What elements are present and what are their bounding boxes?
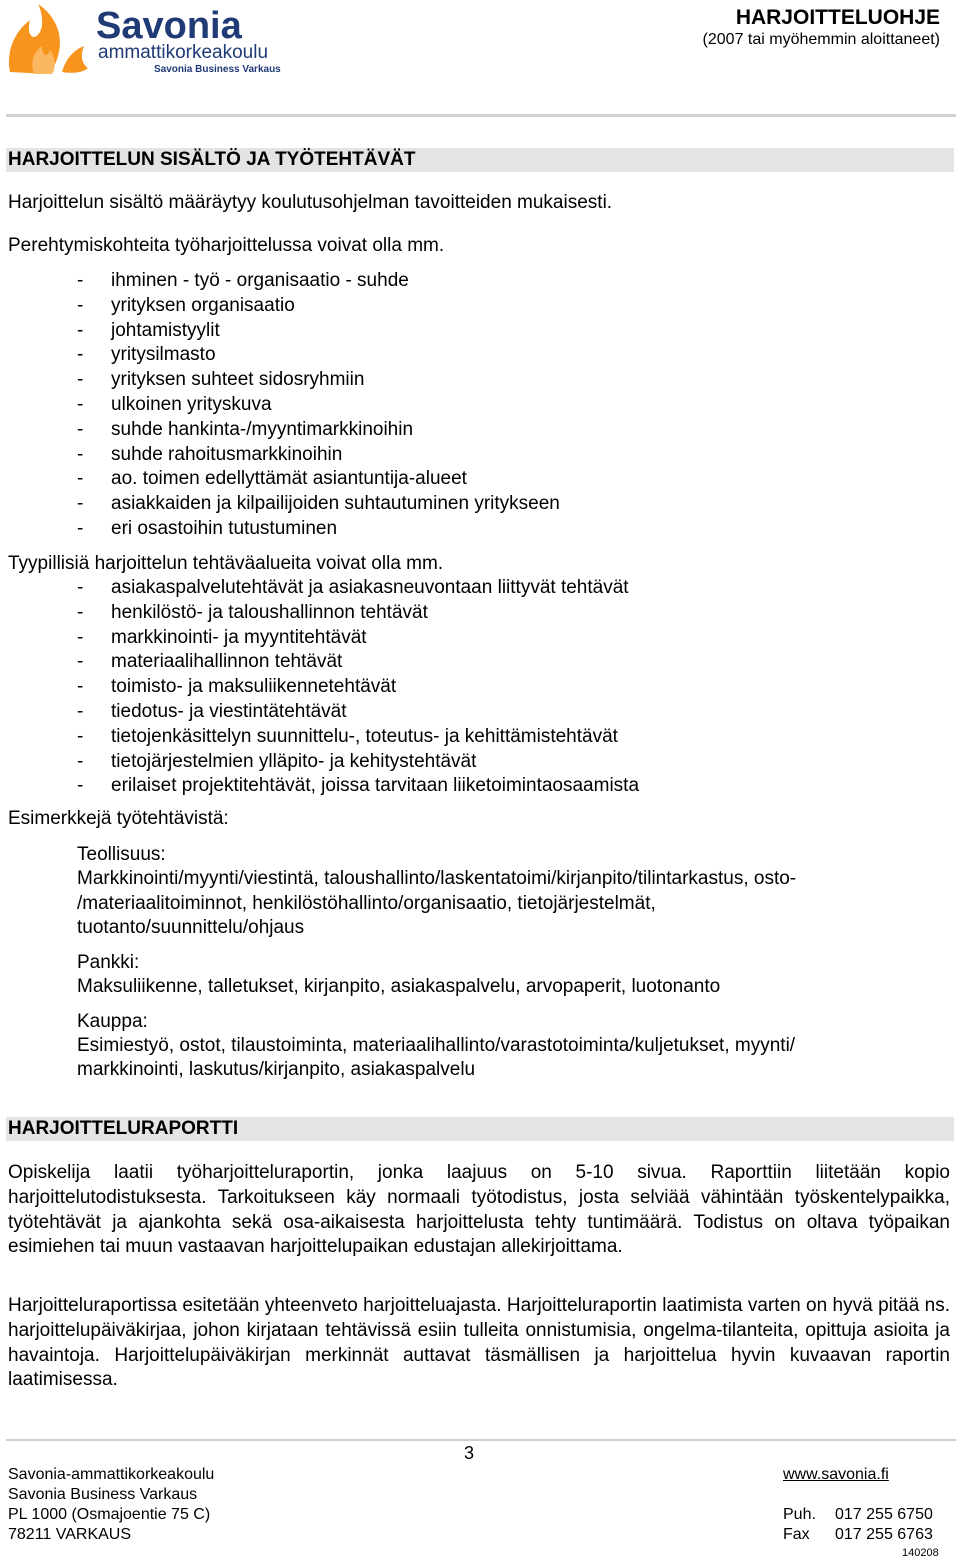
phone-label: Puh. <box>783 1506 816 1523</box>
list-item: - markkinointi- ja myyntitehtävät <box>77 626 367 648</box>
list-item: - ao. toimen edellyttämät asiantuntija-alueet <box>77 468 467 490</box>
intro-paragraph: Harjoittelun sisältö määräytyy koulutusohjelman tavoitteiden mukaisesti. <box>8 192 613 213</box>
report-paragraph-2: Harjoitteluraportissa esitetään yhteenveto harjoitteluajasta. Harjoitteluraportin laatimista varten on hyvä pitää ns. harjoittelupäiväkirjaa, johon kirjataan tehtävissä esiin tulleita onnistumisia, ongelma-tilanteita, opittuja asioita ja havaintoja. Harjoittelupäiväkirjan merkinnät auttavat täsmällisen ja harjoittelua hyvin kuvaavan raportin laatimisessa. <box>8 1295 950 1391</box>
list-item: - ulkoinen yrityskuva <box>77 393 272 415</box>
trade-label: Kauppa: <box>77 1011 148 1032</box>
section-heading-report <box>6 1117 954 1141</box>
trade-line: Esimiestyö, ostot, tilaustoiminta, materiaalihallinto/varastotoiminta/kuljetukset, myynti/ <box>77 1035 796 1056</box>
logo-sub: ammattikorkeakoulu <box>98 42 269 63</box>
list-item: - erilaiset projektitehtävät, joissa tarvitaan liiketoimintaosaamista <box>77 775 640 797</box>
fax-label: Fax <box>783 1526 810 1543</box>
industry-line: Markkinointi/myynti/viestintä, taloushallinto/laskentatoimi/kirjanpito/tilintarkastus, osto- <box>77 868 797 889</box>
section-heading-text: HARJOITTELURAPORTTI <box>8 1118 239 1139</box>
website-link[interactable]: www.savonia.fi <box>783 1466 889 1483</box>
list-item: - yrityksen suhteet sidosryhmiin <box>77 369 365 391</box>
savonia-flame-icon <box>4 2 294 76</box>
footer-address: PL 1000 (Osmajoentie 75 C) <box>8 1506 211 1523</box>
phone-number: 017 255 6750 <box>835 1506 933 1523</box>
header-divider <box>6 114 956 117</box>
list-item: - tiedotus- ja viestintätehtävät <box>77 700 347 722</box>
report-paragraph-1: Opiskelija laatii työharjoitteluraportin, jonka laajuus on 5-10 sivua. Raporttiin liitetään kopio harjoittelutodistuksesta. Tarkoitukseen käy normaali työtodistus, josta selviää vähintään työskentelypaikka, työtehtävät ja ajankohta sekä osa-aikaisesta harjoittelusta tehty tuntimäärä. Todistus on oltava työpaikan esimiehen tai muun vastaavan harjoittelupaikan edustajan allekirjoittama. <box>8 1162 950 1258</box>
industry-line: tuotanto/suunnittelu/ohjaus <box>77 917 305 938</box>
list-item: - ihminen - työ - organisaatio - suhde <box>77 270 409 291</box>
orientation-list <box>77 269 777 542</box>
list-item: - suhde rahoitusmarkkinoihin <box>77 443 343 465</box>
fax-number: 017 255 6763 <box>835 1526 933 1543</box>
list-item: - henkilöstö- ja taloushallinnon tehtävät <box>77 601 428 623</box>
tasks-lead: Tyypillisiä harjoittelun tehtäväalueita voivat olla mm. <box>8 553 444 574</box>
section-heading-text: HARJOITTELUN SISÄLTÖ JA TYÖTEHTÄVÄT <box>8 149 416 170</box>
document-title: HARJOITTELUOHJE <box>735 6 940 29</box>
tasks-list <box>77 576 897 799</box>
document-code: 140208 <box>902 1547 939 1559</box>
list-item: - suhde hankinta-/myyntimarkkinoihin <box>77 418 414 440</box>
list-item: - tietojenkäsittelyn suunnittelu-, toteutus- ja kehittämistehtävät <box>77 725 618 747</box>
logo-name: Savonia <box>96 5 242 47</box>
section-heading-content <box>6 148 954 172</box>
footer-unit: Savonia Business Varkaus <box>8 1486 198 1503</box>
bank-line: Maksuliikenne, talletukset, kirjanpito, asiakaspalvelu, arvopaperit, luotonanto <box>77 976 721 997</box>
footer-divider <box>6 1439 956 1441</box>
list-item: - johtamistyylit <box>77 319 220 341</box>
list-item: - asiakaspalvelutehtävät ja asiakasneuvontaan liittyvät tehtävät <box>77 577 629 598</box>
bank-label: Pankki: <box>77 952 140 973</box>
list-item: - tietojärjestelmien ylläpito- ja kehitystehtävät <box>77 750 477 772</box>
list-item: - asiakkaiden ja kilpailijoiden suhtautuminen yritykseen <box>77 493 560 515</box>
orientation-lead: Perehtymiskohteita työharjoittelussa voivat olla mm. <box>8 235 445 256</box>
document-subtitle: (2007 tai myöhemmin aloittaneet) <box>702 31 940 48</box>
trade-line: markkinointi, laskutus/kirjanpito, asiakaspalvelu <box>77 1059 476 1080</box>
industry-line: /materiaalitoiminnot, henkilöstöhallinto/organisaatio, tietojärjestelmät, <box>77 893 656 914</box>
list-item: - materiaalihallinnon tehtävät <box>77 651 343 673</box>
list-item: - toimisto- ja maksuliikennetehtävät <box>77 676 397 698</box>
page-number: 3 <box>464 1443 475 1463</box>
logo-unit: Savonia Business Varkaus <box>154 64 281 75</box>
footer-city: 78211 VARKAUS <box>8 1526 132 1543</box>
list-item: - yrityksen organisaatio <box>77 294 295 316</box>
list-item: - yritysilmasto <box>77 344 216 366</box>
footer-org: Savonia-ammattikorkeakoulu <box>8 1466 215 1483</box>
examples-lead: Esimerkkejä työtehtävistä: <box>8 808 229 829</box>
savonia-logo <box>4 2 294 76</box>
industry-label: Teollisuus: <box>77 844 166 865</box>
list-item: - eri osastoihin tutustuminen <box>77 517 338 539</box>
